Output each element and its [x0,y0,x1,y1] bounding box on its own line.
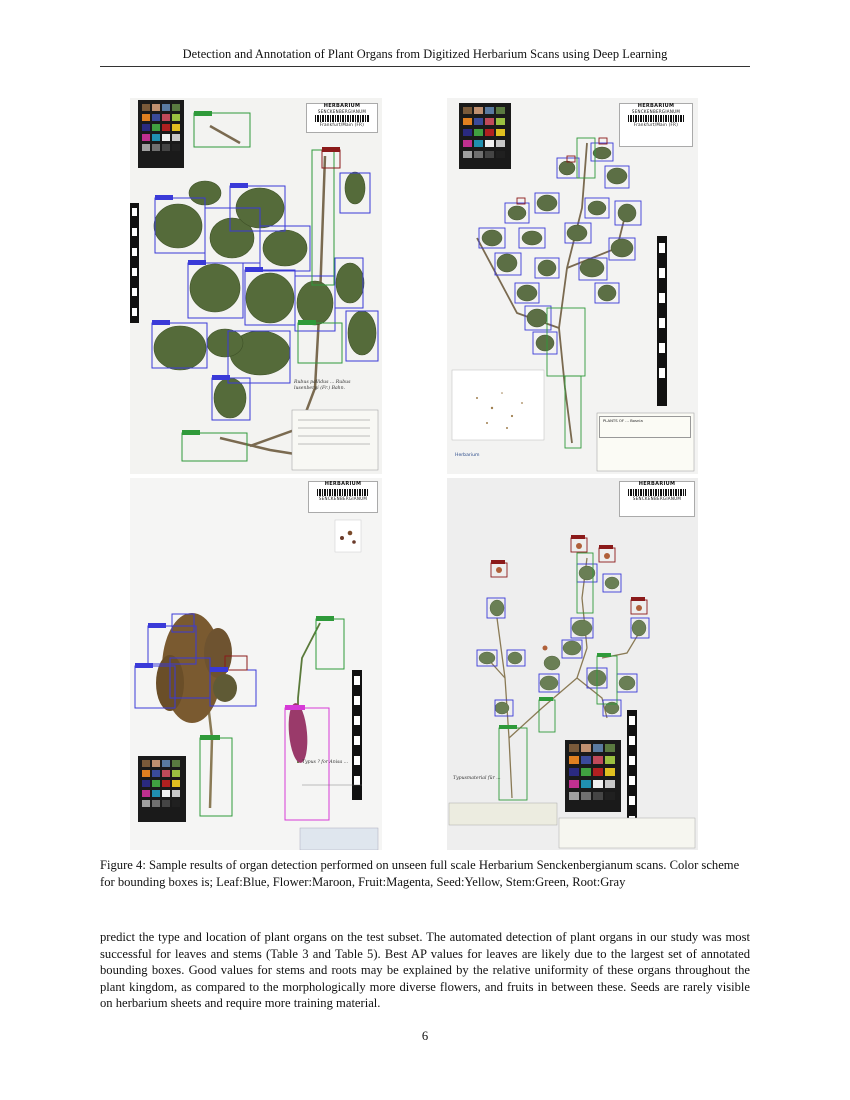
label-line2: SENCKENBERGIANUM [631,108,681,114]
det-label [292,410,378,470]
barcode [628,115,684,122]
packet-note: Herbarium [455,453,480,458]
herbarium-scan-1 [130,98,382,474]
label-line2: SENCKENBERGIANUM [318,495,368,501]
figure-caption: Figure 4: Sample results of organ detection performed on unseen full scale Herbarium Senckenbergianum scans. Color scheme for bounding boxes is; Leaf:Blue, Flower:Maroon, Fruit:Magenta, Seed:Yellow, Stem:Green, Root:Gray [100,858,740,889]
seed-packet [452,370,544,440]
barcode [628,489,686,496]
ruler [352,670,362,800]
herbarium-scan-4 [447,478,698,850]
det-label [559,818,695,848]
scan-3-illustration [130,478,382,850]
ruler [130,203,139,323]
label-line1: HERBARIUM [638,481,676,487]
herbarium-label [308,481,378,513]
page-number: 6 [421,1029,429,1043]
color-chart [138,756,186,822]
header-rule [100,66,750,67]
herbarium-scan-2 [447,98,698,474]
herbarium-label [306,103,378,133]
scan-1-illustration [130,98,382,474]
info-label: PLANTS OF ... Bosnia [599,416,691,438]
label-line2: SENCKENBERGIANUM [632,495,682,501]
handwritten-note: Typus ? for Anisa ... [302,760,349,765]
label-line1: HERBARIUM [637,103,675,109]
handwritten-note: Rubus pallidus ... Rubus lusenbergi (Fr.) Bahn. [294,380,351,391]
herbarium-scan-3 [130,478,382,850]
barcode [317,489,369,496]
body-paragraph: predict the type and location of plant organs on the test subset. The automated detection of plant organs in our study was most successful for leaves and stems (Table 3 and Table 5). Best AP values for leaves are likely due to the largest set of annotated bounding boxes. Good values for stems and roots may be explained by the relative uniformity of these organs throughout the plant kingdom, as compared to the morphologically more diverse flowers, and fruits in between these. Seeds are rarely visible on herbarium sheets and require more training material. [100,930,750,1011]
blue-label [300,828,378,850]
note-label [449,803,557,825]
flowers [496,543,642,651]
ruler [657,236,667,406]
scan-4-illustration [447,478,698,850]
label-line1: HERBARIUM [324,481,362,487]
label-line3: Frankfurt/Main (FR) [633,121,679,127]
figure-4 [130,98,698,850]
herbarium-label [619,481,695,517]
running-head: Detection and Annotation of Plant Organs from Digitized Herbarium Scans using Deep Learning [182,47,668,61]
color-chart [565,740,621,812]
bounding-boxes [477,538,649,800]
handwritten-note: Typusmaterial für ... [453,776,501,781]
color-chart [138,100,184,168]
label-line1: HERBARIUM [323,103,361,109]
box-tags [491,535,645,729]
barcode [315,115,369,122]
herbarium-label [619,103,693,147]
label-line2: SENCKENBERGIANUM [317,108,367,114]
label-line3: Frankfurt/Main (FR) [319,121,365,127]
color-chart [459,103,511,169]
